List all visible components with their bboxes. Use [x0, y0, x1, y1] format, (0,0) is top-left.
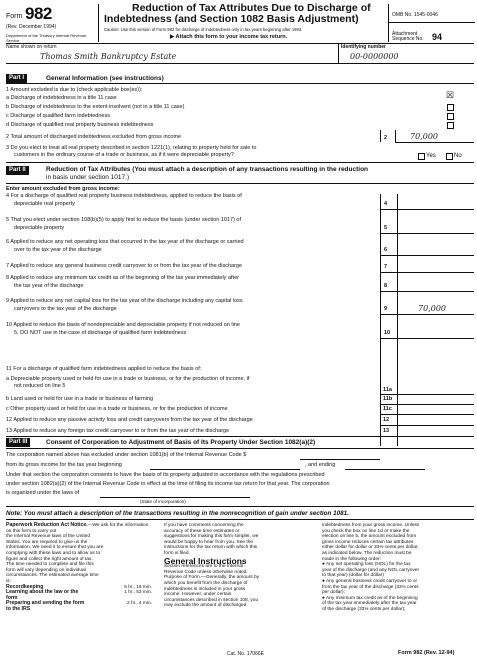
note: Note: You must attach a description of the transactions resulting in the nonrecognition of gain under section 1081.	[6, 510, 349, 517]
checkbox-1d[interactable]	[447, 122, 454, 129]
name-field[interactable]: Thomas Smith Bankruptcy Estate	[40, 52, 177, 61]
catalog-number: Cat. No. 17066E	[227, 651, 264, 657]
instruction-line: as indicated below. The reduction must be	[322, 550, 412, 556]
reduction-column	[322, 523, 474, 613]
line-11: 11 For a discharge of qualified farm indebtedness applied to reduce the basis of:	[6, 366, 202, 372]
line-11a-1: a Depreciable property used or held for use in a trade or business, or for the production of income, if	[6, 376, 250, 382]
instruction-line: from the tax year of the discharge (33⅓ cents	[322, 584, 419, 590]
instruction-line: election on line 5, the amount excluded from	[322, 534, 417, 540]
instruction-line: of the tax year immediately after the tax year	[322, 601, 417, 607]
line-10-text-cont: 5. DO NOT use in the case of discharge of qualified farm indebtedness	[14, 330, 187, 336]
instruction-line: year of the discharge (and any NOL carryover	[322, 567, 420, 573]
line-9-text-cont: carryovers to the tax year of the discharge	[14, 306, 117, 312]
line-11b: b Land used or held for use in a trade or business of farming	[6, 396, 154, 402]
part-3-text-1: The corporation named above has excluded under section 1081(b) of the Internal Revenue Code $	[6, 452, 247, 458]
form-number: 982	[25, 4, 52, 23]
line-3a: 3 Do you elect to treat all real property described in section 1221(1), relating to property held for sale to	[6, 145, 257, 151]
instruction-line: accuracy of these time estimates or	[164, 528, 240, 534]
instruction-line: Revenue Code unless otherwise noted.	[164, 569, 248, 575]
line-5-text: 5 That you elect under section 108(b)(5) to apply first to reduce the basis (under section 1017) of	[6, 217, 242, 223]
part-2-title-line-1: Reduction of Tax Attributes (You must attach a description of any transactions resulting in the reduction	[46, 166, 369, 173]
paperwork-line: circumstances. The estimated average time	[6, 573, 99, 579]
general-instructions-title: General Instructions	[164, 555, 247, 566]
line-12: 12 Applied to reduce any passive activity loss and credit carryovers from the tax year of the discharge	[6, 417, 253, 423]
instruction-line: of the discharge (33⅓ cents per dollar);	[322, 606, 406, 612]
part-3-text-3: Under that section the corporation consents to have the basis of its property adjusted in accordance with the regulations prescribed	[6, 472, 325, 478]
time-estimate-label: Learning about the law or the form	[6, 589, 79, 601]
paperwork-head: Paperwork Reduction Act Notice.	[6, 522, 88, 528]
attachment-sequence-number: 94	[432, 32, 443, 42]
part-3-title: Consent of Corporation to Adjustment of Basis of Its Property Under Section 1082(a)(2)	[46, 439, 316, 446]
time-estimate-value: 5 hr., 16 min.	[124, 584, 152, 590]
footer-form-id: Form 982 (Rev. 12-94)	[398, 650, 455, 656]
title-line-1: Reduction of Tax Attributes Due to Discharge of	[132, 2, 371, 14]
instruction-line: made in the following order:	[322, 556, 381, 562]
instruction-line: Section references are to the Internal	[164, 564, 243, 570]
paperwork-line: form will vary depending on individual	[6, 567, 86, 573]
instruction-line: circumstances described in section 108, you	[164, 597, 259, 603]
line-4-text: 4 For a discharge of qualified real property business indebtedness, applied to reduce the basis of	[6, 193, 242, 199]
instruction-line: form is filed.	[164, 550, 190, 556]
instruction-line: would be happy to hear from you. See the	[164, 539, 254, 545]
enter-amount-label: Enter amount excluded from gross income:	[6, 186, 120, 192]
instruction-line: either dollar for dollar or 33⅓ cents per dollar,	[322, 545, 419, 551]
line-4-text-cont: depreciable real property	[14, 201, 75, 207]
line-11b-number: 11b	[383, 396, 393, 402]
line-6-number: 6	[384, 247, 388, 253]
line-3b: customers in the ordinary course of a trade or business, as if it were depreciable property?	[14, 152, 234, 158]
paperwork-line: States. You are required to give us the	[6, 539, 88, 545]
time-estimate-label: Recordkeeping	[6, 583, 44, 590]
line-10-text: 10 Applied to reduce the basis of nondepreciable and depreciable property if not reduced on line	[6, 322, 240, 328]
paperwork-line: complying with these laws and to allow us to	[6, 550, 101, 556]
instruction-line: instructions for the tax return with which this	[164, 545, 258, 551]
part-3-text-4: under section 1082(a)(2) of the Internal Revenue Code in effect at the time of filing its income tax return for that year. The corporation	[6, 481, 330, 487]
line-7-text: 7 Applied to reduce any general business credit carryover to or from the tax year of the discharge	[6, 263, 243, 269]
instruction-line: ● Any minimum tax credit as of the beginning	[322, 595, 418, 601]
line-9-text: 9 Applied to reduce any net capital loss for the tax year of the discharge including any capital loss	[6, 298, 243, 304]
no-label: No	[454, 153, 462, 159]
part-3-text-2: from its gross income for the tax year beginning	[6, 462, 122, 468]
instruction-line: If you have comments concerning the	[164, 523, 244, 528]
state-label: (State of incorporation)	[140, 499, 186, 504]
instruction-line: which you benefit from the discharge of	[164, 580, 248, 586]
time-estimate-row	[6, 601, 152, 612]
line-7-number: 7	[384, 264, 388, 270]
part-2-title-line-2: in basis under section 1017.)	[46, 174, 130, 181]
instruction-line: suggestions for making this form simpler, we	[164, 534, 259, 540]
line-11a-number: 11a	[383, 387, 392, 393]
line-12-number: 12	[383, 417, 390, 423]
line-5-number: 5	[384, 225, 388, 231]
department: Department of the Treasury Internal Revenue Service	[6, 33, 87, 43]
paperwork-line: information. We need it to ensure that you are	[6, 545, 104, 551]
name-label: Name shown on return	[6, 44, 57, 50]
no-checkbox[interactable]	[446, 153, 453, 160]
comments-column	[164, 523, 310, 609]
time-estimate-value: 2 hr., 4 min.	[126, 601, 152, 607]
instruction-line: gross income reduces certain tax attributes	[322, 539, 414, 545]
yes-checkbox[interactable]	[418, 153, 425, 160]
paperwork-notice	[6, 523, 152, 613]
line-11c-number: 11c	[383, 406, 392, 412]
line-1c: c Discharge of qualified farm indebtedness	[6, 113, 110, 119]
omb-number: OMB No. 1545-0046	[392, 12, 438, 18]
paperwork-line: is:	[6, 578, 11, 584]
line-6-text: 6 Applied to reduce any net operating loss that occurred in the tax year of the discharge or carried	[6, 239, 244, 245]
title-line-2: Indebtedness (and Section 1082 Basis Adjustment)	[104, 13, 359, 25]
instruction-line: to that year) (dollar for dollar)	[322, 573, 384, 579]
line-8-text: 8 Applied to reduce any minimum tax credit as of the beginning of the tax year immediately after	[6, 275, 239, 281]
omb-block	[388, 4, 475, 42]
id-field[interactable]: 00-0000000	[350, 52, 399, 61]
instruction-line: ● Any general business credit carryover to or	[322, 578, 418, 584]
paperwork-line: figure and collect the right amount of tax.	[6, 556, 93, 562]
line-10-number: 10	[384, 330, 391, 336]
instruction-line: Purpose of Form.—Generally, the amount by	[164, 575, 260, 581]
line-13-number: 13	[383, 428, 390, 434]
line-13: 13 Applied to reduce any foreign tax credit carryover to or from the tax year of the discharge	[6, 428, 230, 434]
line-8-text-cont: the tax year of the discharge	[14, 283, 84, 289]
instruction-line: income. However, under certain	[164, 592, 232, 598]
instruction-line: you check the box on line 1d or make the	[322, 528, 410, 534]
line-1b: b Discharge of indebtedness to the extent insolvent (not in a title 11 case)	[6, 104, 185, 110]
part-3-badge: Part III	[6, 438, 30, 447]
paperwork-line: —We ask for the information on this form to carry out	[6, 523, 149, 534]
line-9-number: 9	[384, 306, 388, 312]
line-2-amount[interactable]: 70,000	[410, 132, 438, 141]
form-label: Form	[6, 13, 23, 20]
attach-instruction: ▶ Attach this form to your income tax return.	[170, 34, 288, 40]
part-1-title: General Information (see instructions)	[46, 75, 164, 82]
time-estimate-label: Preparing and sending the form to the IRS	[6, 600, 85, 612]
checkbox-1a[interactable]: ☒	[446, 90, 455, 100]
line-5-text-cont: depreciable property	[14, 225, 65, 231]
form-id-block	[6, 4, 99, 42]
part-1-badge: Part I	[6, 74, 27, 83]
revision-date: (Rev. December 1994)	[6, 24, 57, 30]
line-4-number: 4	[384, 201, 388, 207]
time-estimate-value: 1 hr., 53 min.	[124, 590, 152, 596]
paperwork-line: The time needed to complete and file this	[6, 562, 94, 568]
part-3-text-2b: , and ending	[305, 462, 336, 468]
paperwork-line: the Internal Revenue laws of the United	[6, 534, 90, 540]
attachment-sequence-label: Attachment Sequence No.	[392, 31, 424, 42]
caution-note: Caution: Use this version of Form 982 for discharge of indebtedness only in tax years beginning after 1993.	[104, 27, 303, 32]
line-1a: a Discharge of indebtedness in a title 11 case	[6, 95, 117, 101]
instruction-line: per dollar);	[322, 590, 345, 596]
checkbox-1b[interactable]	[447, 104, 454, 111]
part-3-text-5: is organized under the laws of	[6, 490, 80, 496]
line-11a-2: not reduced on line 5	[14, 383, 66, 389]
form-title	[104, 3, 384, 25]
line-9-amount[interactable]: 70,000	[418, 304, 446, 313]
id-label: Identifying number	[341, 44, 386, 50]
line-11c: c Other property used or held for use in a trade or business, or for the production of income	[6, 406, 228, 412]
part-2-badge: Part II	[6, 166, 29, 175]
line-1: 1 Amount excluded is due to (check applicable box(es)):	[6, 87, 143, 93]
instruction-line: ● Any net operating loss (NOL) for the tax	[322, 562, 411, 568]
line-8-number: 8	[384, 283, 388, 289]
checkbox-1c[interactable]	[447, 113, 454, 120]
instruction-line: may exclude the amount of discharged	[164, 603, 247, 609]
line-6-text-cont: over to the tax year of the discharge	[14, 247, 102, 253]
line-2-number: 2	[384, 135, 388, 141]
yes-label: Yes	[426, 153, 436, 159]
instruction-line: indebtedness from your gross income. Unless	[322, 523, 420, 528]
instruction-line: indebtedness is included in your gross	[164, 586, 246, 592]
line-1d: d Discharge of qualified real property business indebtedness	[6, 122, 154, 128]
line-2: 2 Total amount of discharged indebtedness excluded from gross income	[6, 134, 182, 140]
